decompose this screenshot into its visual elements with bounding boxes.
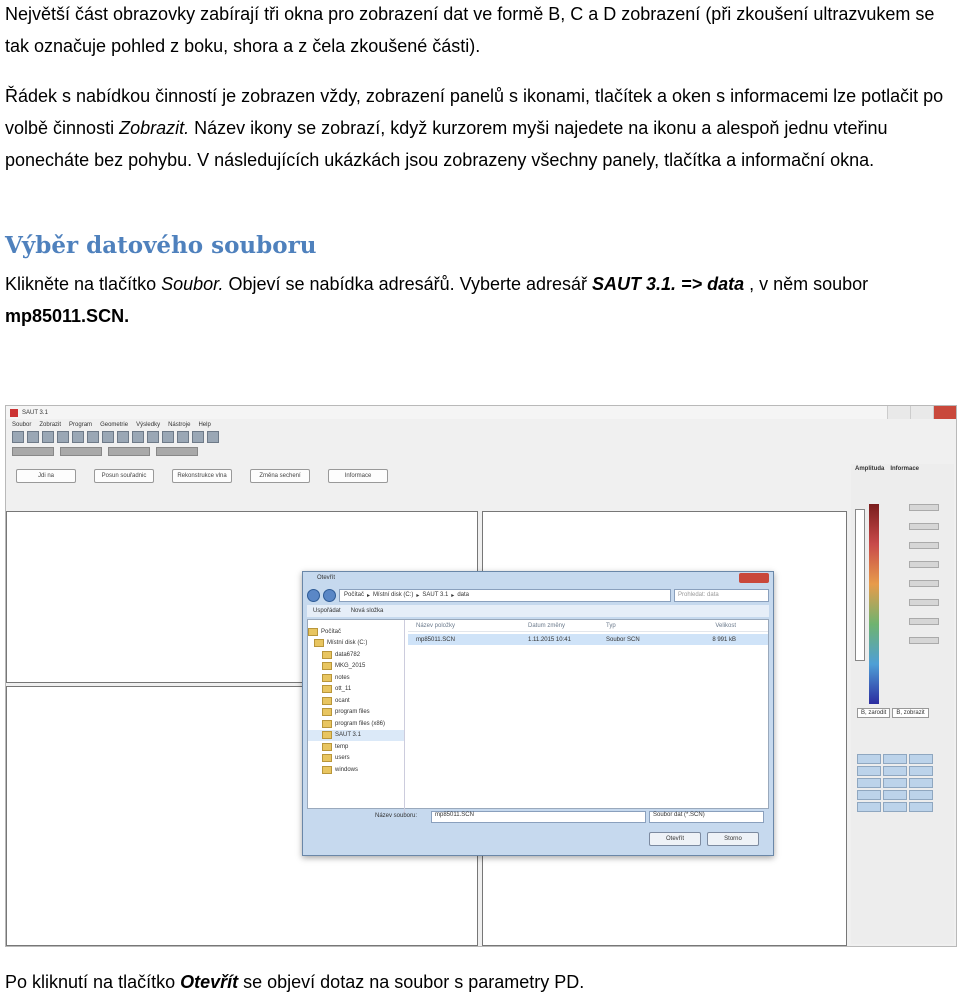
paragraph-intro: Největší část obrazovky zabírají tři okna pro zobrazení dat ve formě B, C a D zobrazení (při zkoušení ultrazvukem se tak označuje pohled z boku, shora a z čela zkoušené části). [5, 4, 935, 56]
breadcrumb-item[interactable]: SAUT 3.1 [422, 592, 449, 598]
folder-icon [322, 743, 332, 751]
action-button[interactable]: Informace [328, 469, 388, 483]
tree-label: SAUT 3.1 [335, 732, 361, 739]
tool-icon[interactable] [102, 431, 114, 443]
dialog-command-bar [307, 605, 769, 617]
menu-zobrazit[interactable]: Zobrazit [39, 421, 62, 428]
tab-informace[interactable]: Informace [890, 466, 920, 472]
file-row[interactable] [408, 634, 768, 645]
tree-label: notes [335, 674, 350, 681]
tree-label: ott_11 [335, 686, 352, 693]
action-buttons [6, 469, 856, 483]
open-icon[interactable] [12, 431, 24, 443]
right-panel [851, 464, 954, 944]
file-size: 8 991 kB [712, 636, 736, 643]
tool-icon[interactable] [177, 431, 189, 443]
icon-toolbar [6, 430, 956, 444]
folder-icon [322, 766, 332, 774]
tool-icon[interactable] [162, 431, 174, 443]
column-name[interactable]: Název položky [416, 622, 456, 629]
tool-icon[interactable] [147, 431, 159, 443]
coordinate-grid [857, 754, 933, 812]
file-date: 1.11.2015 10:41 [528, 636, 571, 643]
amplitude-colorbar [869, 504, 879, 704]
lower-tabs [857, 708, 929, 718]
grid-cell[interactable] [857, 778, 881, 788]
tree-label: users [335, 755, 350, 762]
grid-cell[interactable] [909, 802, 933, 812]
tree-item[interactable] [308, 753, 404, 765]
new-folder-button[interactable]: Nová složka [350, 608, 384, 614]
tree-item[interactable] [308, 649, 404, 661]
slider-toolbar [6, 444, 956, 458]
tree-item[interactable] [308, 764, 404, 776]
grid-cell[interactable] [883, 778, 907, 788]
dialog-title: Otevřít [317, 575, 336, 581]
tool-icon[interactable] [207, 431, 219, 443]
text-run: , v něm soubor [744, 274, 869, 294]
grid-cell[interactable] [909, 754, 933, 764]
folder-icon [322, 697, 332, 705]
menu-program[interactable]: Program [69, 421, 93, 428]
info-box [909, 561, 939, 568]
grid-cell[interactable] [909, 766, 933, 776]
slider[interactable] [12, 447, 54, 456]
text-run: Řádek s nabídkou činností je zobrazen vždy, zobrazení panelů s ikonami, tlačítek a oken s informacemi lze potlačit po volbě činnosti [5, 86, 944, 138]
address-bar[interactable]: Počítač ▸ Místní disk (C:) ▸ SAUT 3.1 ▸ data [339, 589, 671, 602]
text-run: Název ikony se zobrazí, když kurzorem myši najedete na ikonu a alespoň jednu vteřinu ponecháte bez pohybu. V následujících ukázkách jsou zobrazeny všechny panely, tlačítka a informační okna. [5, 118, 888, 170]
tab-b-zobrazit[interactable]: B, zobrazit [892, 708, 928, 718]
folder-icon [322, 662, 332, 670]
section-heading: Výběr datového souboru [5, 232, 317, 259]
file-type: Soubor SCN [606, 636, 640, 643]
text-run: Po kliknutí na tlačítko [5, 972, 181, 992]
minimize-button[interactable] [887, 406, 910, 419]
tool-icon[interactable] [72, 431, 84, 443]
slider[interactable] [156, 447, 198, 456]
folder-icon [322, 720, 332, 728]
window-controls [887, 406, 956, 419]
bold-run: mp85011.SCN. [5, 306, 130, 326]
info-field [909, 504, 939, 511]
tree-item[interactable] [308, 672, 404, 684]
info-box [909, 504, 939, 511]
menu-geometrie[interactable]: Geometrie [100, 421, 129, 428]
info-field [909, 561, 939, 568]
search-input[interactable]: Prohledat: data [674, 589, 769, 602]
app-title: SAUT 3.1 [22, 409, 48, 416]
action-button[interactable]: Změna sechení [250, 469, 310, 483]
grid-cell[interactable] [857, 754, 881, 764]
address-row [307, 588, 769, 602]
filetype-select[interactable]: Soubor dat (*.SCN) [649, 811, 764, 823]
tree-label: windows [335, 766, 359, 773]
dialog-body [307, 619, 769, 809]
folder-icon [322, 731, 332, 739]
menu-soubor[interactable]: Soubor [12, 421, 32, 428]
info-field [909, 542, 939, 549]
file-list [408, 620, 768, 808]
dialog-close-button[interactable] [739, 573, 769, 583]
folder-icon [322, 651, 332, 659]
column-size[interactable]: Velikost [715, 622, 736, 629]
italic-run: Zobrazit. [119, 118, 190, 138]
back-button[interactable] [307, 589, 320, 602]
breadcrumb-item[interactable]: Počítač [344, 592, 365, 598]
info-field [909, 618, 939, 625]
forward-button[interactable] [323, 589, 336, 602]
dialog-footer [307, 810, 769, 850]
info-box [909, 599, 939, 606]
right-panel-header [851, 464, 954, 474]
info-box [909, 542, 939, 549]
slider[interactable] [108, 447, 150, 456]
folder-tree [308, 620, 405, 814]
tree-item[interactable] [308, 638, 404, 650]
grid-cell[interactable] [909, 790, 933, 800]
info-box [909, 580, 939, 587]
cancel-button[interactable]: Storno [707, 832, 759, 846]
menu-nastroje[interactable]: Nástroje [168, 421, 191, 428]
tree-label: Počítač [321, 628, 342, 635]
tree-item[interactable] [308, 718, 404, 730]
info-box [909, 637, 939, 644]
tree-item-selected[interactable] [308, 730, 404, 742]
folder-icon [322, 685, 332, 693]
grid-cell[interactable] [883, 802, 907, 812]
grid-cell[interactable] [883, 766, 907, 776]
tool-icon[interactable] [192, 431, 204, 443]
tree-item[interactable] [308, 707, 404, 719]
grid-cell[interactable] [883, 754, 907, 764]
action-button[interactable]: Posun souřadnic [94, 469, 154, 483]
filename-label: Název souboru: [375, 813, 418, 819]
slider[interactable] [60, 447, 102, 456]
app-titlebar [6, 406, 956, 419]
maximize-button[interactable] [910, 406, 933, 419]
tree-label: Místní disk (C:) [327, 640, 368, 647]
tool-icon[interactable] [132, 431, 144, 443]
menu-bar [6, 419, 956, 430]
info-field [909, 523, 939, 530]
text-run: Objeví se nabídka adresářů. Vyberte adresář [223, 274, 593, 294]
computer-icon [308, 628, 318, 636]
info-field [909, 637, 939, 644]
tree-item[interactable] [308, 626, 404, 638]
open-file-dialog [302, 571, 774, 856]
organize-button[interactable]: Uspořádat [313, 608, 341, 614]
tool-icon[interactable] [117, 431, 129, 443]
grid-cell[interactable] [909, 778, 933, 788]
action-button[interactable]: Jdi na [16, 469, 76, 483]
grid-cell[interactable] [857, 766, 881, 776]
grid-cell[interactable] [857, 802, 881, 812]
tool-icon[interactable] [87, 431, 99, 443]
save-icon[interactable] [27, 431, 39, 443]
file-list-header [408, 620, 768, 632]
tree-label: temp [335, 743, 349, 750]
tab-amplituda[interactable]: Amplituda [855, 466, 885, 472]
grid-cell[interactable] [883, 790, 907, 800]
bold-run: SAUT 3.1. => data [592, 274, 745, 294]
app-screenshot [5, 405, 957, 947]
tree-label: MKG_2015 [335, 663, 366, 670]
info-field [909, 580, 939, 587]
folder-icon [322, 708, 332, 716]
breadcrumb-item[interactable]: data [457, 592, 469, 598]
tree-item[interactable] [308, 741, 404, 753]
text-run: Klikněte na tlačítko [5, 274, 162, 294]
breadcrumb-item[interactable]: Místní disk (C:) [373, 592, 414, 598]
app-icon [10, 409, 18, 417]
column-date[interactable]: Datum změny [528, 622, 566, 629]
info-box [909, 618, 939, 625]
tree-label: data6782 [335, 651, 361, 658]
paragraph-instructions [5, 268, 950, 332]
paragraph-menu-row [5, 80, 950, 176]
bold-italic-run: Otevřít [180, 972, 239, 992]
text-run: se objeví dotaz na soubor s parametry PD. [238, 972, 585, 992]
tab-b-zarodit[interactable]: B, zarodit [857, 708, 890, 718]
folder-icon [322, 674, 332, 682]
info-fields [909, 504, 939, 644]
column-type[interactable]: Typ [606, 622, 616, 629]
tree-label: program files (x86) [335, 720, 386, 727]
tree-label: ocant [335, 697, 350, 704]
close-button[interactable] [933, 406, 956, 419]
print-icon[interactable] [42, 431, 54, 443]
folder-icon [322, 754, 332, 762]
tree-item[interactable] [308, 684, 404, 696]
action-button[interactable]: Rekonstrukce vlna [172, 469, 232, 483]
file-name: mp85011.SCN [416, 636, 455, 643]
filename-input[interactable]: mp85011.SCN [431, 811, 646, 823]
info-field [909, 599, 939, 606]
dialog-titlebar [303, 572, 773, 584]
paragraph-after-open [5, 966, 950, 998]
menu-vysledky[interactable]: Výsledky [136, 421, 161, 428]
drive-icon [314, 639, 324, 647]
italic-run: Soubor. [161, 274, 224, 294]
grid-cell[interactable] [857, 790, 881, 800]
menu-help[interactable]: Help [198, 421, 211, 428]
tree-item[interactable] [308, 695, 404, 707]
tool-icon[interactable] [57, 431, 69, 443]
tree-item[interactable] [308, 661, 404, 673]
tree-label: program files [335, 709, 370, 716]
info-box [909, 523, 939, 530]
scale-bar [855, 509, 865, 661]
open-button[interactable]: Otevřít [649, 832, 701, 846]
